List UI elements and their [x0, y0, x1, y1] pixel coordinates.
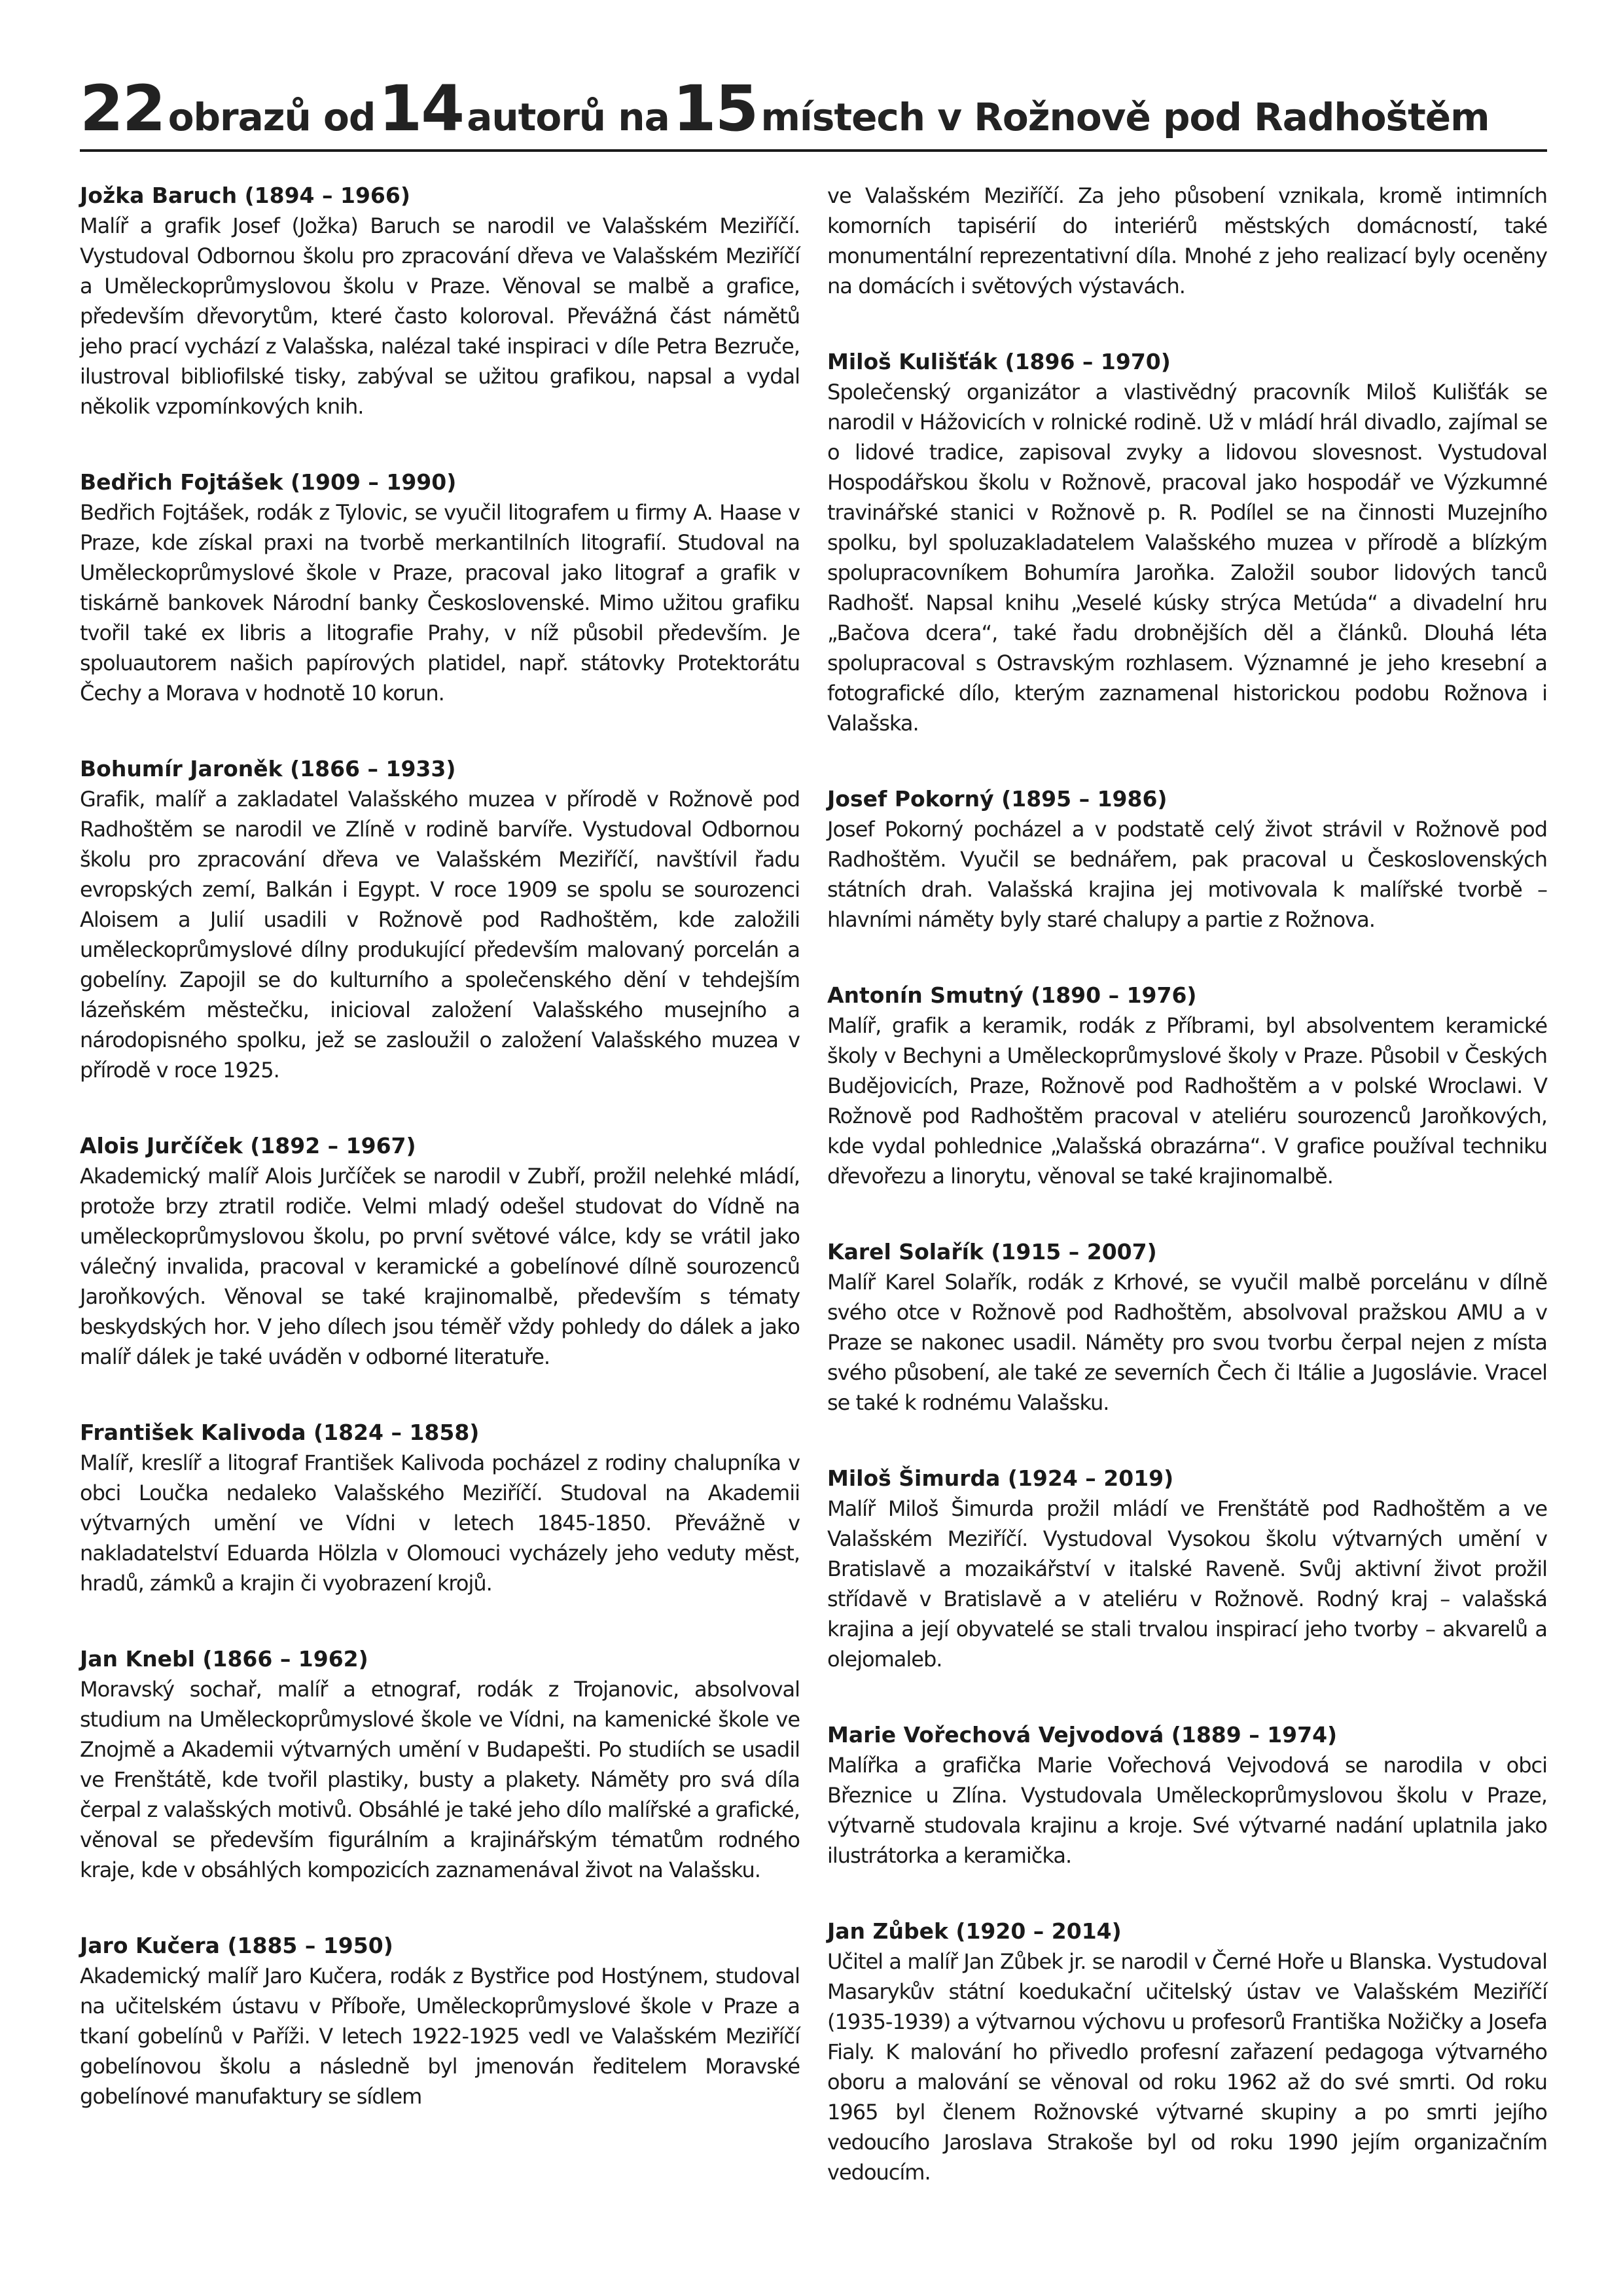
title-text-3: místech v Rožnově pod Radhoštěm	[760, 95, 1489, 139]
author-entry	[80, 1418, 800, 1598]
author-name: Jaro Kučera (1885 – 1950)	[80, 1933, 393, 1958]
author-bio: Malíř a grafik Josef (Jožka) Baruch se narodil ve Valašském Meziříčí. Vystudoval Odbornou školu pro zpracování dřeva ve Valašském Meziříčí a Uměleckoprůmyslovou školu v Praze. Věnoval se malbě a grafice, především dřevorytům, které často koloroval. Převážná část námětů jeho prací vychází z Valašska, nalézal také inspiraci v díle Petra Bezruče, ilustroval bibliofilské tisky, zabýval se užitou grafikou, napsal a vydal několik vzpomínkových knih.	[80, 213, 800, 419]
author-name: Jožka Baruch (1894 – 1966)	[80, 183, 410, 208]
author-bio: Bedřich Fojtášek, rodák z Tylovic, se vyučil litografem u firmy A. Haase v Praze, kde získal praxi na tvorbě merkantilních litografií. Studoval na Uměleckoprůmyslové škole v Praze, pracoval jako litograf a grafik v tiskárně bankovek Národní banky Československé. Mimo užitou grafiku tvořil také ex libris a litografie Prahy, v níž působil především. Je spoluautorem našich papírových platidel, např. státovky Protektorátu Čechy a Morava v hodnotě 10 korun.	[80, 500, 800, 706]
right-column	[827, 181, 1547, 2242]
author-name: Josef Pokorný (1895 – 1986)	[827, 786, 1168, 812]
author-bio: Učitel a malíř Jan Zůbek jr. se narodil v Černé Hoře u Blanska. Vystudoval Masarykův státní koedukační učitelský ústav ve Valašském Meziříčí (1935-1939) a výtvarnou výchovu u profesorů Františka Nožičky a Josefa Fialy. K malování ho přivedlo profesní zařazení pedagoga výtvarného oboru a malování se věnoval od roku 1962 až do své smrti. Od roku 1965 byl členem Rožnovské výtvarné skupiny a po smrti jejího vedoucího Jaroslava Strakoše byl od roku 1990 jejím organizačním vedoucím.	[827, 1949, 1547, 2185]
author-name: Miloš Kulišťák (1896 – 1970)	[827, 349, 1171, 374]
author-entry	[827, 980, 1547, 1191]
page-title	[80, 72, 1547, 152]
author-name: Jan Zůbek (1920 – 2014)	[827, 1918, 1122, 1944]
author-name: Marie Vořechová Vejvodová (1889 – 1974)	[827, 1722, 1338, 1748]
author-entry	[827, 1916, 1547, 2187]
count-images: 22	[80, 72, 165, 145]
left-column	[80, 181, 800, 2242]
author-name: Antonín Smutný (1890 – 1976)	[827, 982, 1197, 1008]
author-entry	[827, 347, 1547, 738]
author-entry	[80, 1131, 800, 1372]
author-entry	[80, 181, 800, 422]
author-entry	[827, 784, 1547, 935]
title-text-1: obrazů od	[168, 95, 376, 139]
author-name: Karel Solařík (1915 – 2007)	[827, 1239, 1157, 1265]
author-name: Alois Jurčíček (1892 – 1967)	[80, 1133, 416, 1158]
author-name: Bohumír Jaroněk (1866 – 1933)	[80, 756, 456, 781]
author-name: Miloš Šimurda (1924 – 2019)	[827, 1465, 1174, 1491]
author-bio: Společenský organizátor a vlastivědný pracovník Miloš Kulišťák se narodil v Hážovicích v rolnické rodině. Už v mládí hrál divadlo, zajímal se o lidové tradice, zapisoval zvyky a lidovou slovesnost. Vystudoval Hospodářskou školu v Rožnově, pracoval jako hospodář ve Výzkumné travinářské stanici v Rožnově p. R. Podílel se na činnosti Muzejního spolku, byl spoluzakladatelem Valašského muzea v přírodě a blízkým spolupracovníkem Bohumíra Jaroňka. Založil soubor lidových tanců Radhošť. Napsal knihu „Veselé kúsky strýca Metúda“ a divadelní hru „Bačova dcera“, také řadu drobnějších děl a článků. Dlouhá léta spolupracoval s Ostravským rozhlasem. Významné je jeho kresební a fotografické dílo, kterým zaznamenal historickou podobu Rožnova i Valašska.	[827, 380, 1547, 736]
author-bio: Akademický malíř Jaro Kučera, rodák z Bystřice pod Hostýnem, studoval na učitelském ústavu v Příboře, Uměleckoprůmyslové škole v Praze a tkaní gobelínů v Paříži. V letech 1922-1925 vedl ve Valašském Meziříčí gobelínovou školu a následně byl jmenován ředitelem Moravské gobelínové manufaktury se sídlem	[80, 1964, 800, 2109]
author-bio-continuation	[827, 181, 1547, 301]
author-bio: Malíř Karel Solařík, rodák z Krhové, se vyučil malbě porcelánu v dílně svého otce v Rožnově pod Radhoštěm, absolvoval pražskou AMU a v Praze se nakonec usadil. Náměty pro svou tvorbu čerpal nejen z místa svého působení, ale také ze severních Čech či Itálie a Jugoslávie. Vracel se také k rodnému Valašsku.	[827, 1270, 1547, 1415]
author-entry	[80, 1931, 800, 2111]
count-places: 15	[672, 72, 758, 145]
author-bio: Malířka a grafička Marie Vořechová Vejvodová se narodila v obci Březnice u Zlína. Vystudovala Uměleckoprůmyslovou školu v Praze, výtvarně studovala krajinu a kroje. Své výtvarné nadání uplatnila jako ilustrátorka a keramička.	[827, 1753, 1547, 1868]
author-bio: Josef Pokorný pocházel a v podstatě celý život strávil v Rožnově pod Radhoštěm. Vyučil se bednářem, pak pracoval u Československých státních drah. Valašská krajina jej motivovala k malířské tvorbě – hlavními náměty byly staré chalupy a partie z Rožnova.	[827, 817, 1547, 932]
author-entry	[827, 1463, 1547, 1674]
author-name: Jan Knebl (1866 – 1962)	[80, 1646, 368, 1672]
author-bio: Malíř Miloš Šimurda prožil mládí ve Frenštátě pod Radhoštěm a ve Valašském Meziříčí. Vystudoval Vysokou školu výtvarných umění v Bratislavě a mozaikářství v italské Raveně. Svůj aktivní život prožil střídavě v Bratislavě a v ateliéru v Rožnově. Rodný kraj – valašská krajina a její obyvatelé se stali trvalou inspirací jeho tvorby – akvarelů a olejomaleb.	[827, 1496, 1547, 1672]
author-name: František Kalivoda (1824 – 1858)	[80, 1420, 480, 1445]
author-bio: Grafik, malíř a zakladatel Valašského muzea v přírodě v Rožnově pod Radhoštěm se narodil ve Zlíně v rodině barvíře. Vystudoval Odbornou školu pro zpracování dřeva ve Valašském Meziříčí, navštívil řadu evropských zemí, Balkán i Egypt. V roce 1909 se spolu se sourozenci Aloisem a Julií usadili v Rožnově pod Radhoštěm, kde založili uměleckoprůmyslové dílny produkující především malovaný porcelán a gobelíny. Zapojil se do kulturního a společenského dění v tehdejším lázeňském městečku, inicioval založení Valašského musejního a národopisného spolku, jež se zasloužil o založení Valašského muzea v přírodě v roce 1925.	[80, 787, 800, 1083]
author-columns	[80, 181, 1547, 2242]
author-bio: Akademický malíř Alois Jurčíček se narodil v Zubří, prožil nelehké mládí, protože brzy ztratil rodiče. Velmi mladý odešel studovat do Vídně na uměleckoprůmyslovou školu, po první světové válce, kdy se vrátil jako válečný invalida, pracoval v keramické a gobelínové dílně sourozenců Jaroňkových. Věnoval se také krajinomalbě, především s tématy beskydských hor. V jeho dílech jsou téměř vždy pohledy do dálek a jako malíř dálek je také uváděn v odborné literatuře.	[80, 1164, 800, 1369]
author-bio: ve Valašském Meziříčí. Za jeho působení vznikala, kromě intimních komorních tapisérií do interiérů městských domácností, také monumentální reprezentativní díla. Mnohé z jeho realizací byly oceněny na domácích i světových výstavách.	[827, 183, 1547, 298]
author-bio: Malíř, grafik a keramik, rodák z Příbrami, byl absolventem keramické školy v Bechyni a Uměleckoprůmyslové školy v Praze. Působil v Českých Budějovicích, Praze, Rožnově pod Radhoštěm a v polské Wroclawi. V Rožnově pod Radhoštěm pracoval v ateliéru sourozenců Jaroňkových, kde vydal pohlednice „Valašská obrazárna“. V grafice používal techniku dřevořezu a linorytu, věnoval se také krajinomalbě.	[827, 1013, 1547, 1189]
author-entry	[80, 1644, 800, 1885]
author-entry	[827, 1237, 1547, 1418]
author-name: Bedřich Fojtášek (1909 – 1990)	[80, 469, 457, 495]
author-bio: Malíř, kreslíř a litograf František Kalivoda pocházel z rodiny chalupníka v obci Loučka nedaleko Valašského Meziříčí. Studoval na Akademii výtvarných umění ve Vídni v letech 1845-1850. Převážně v nakladatelství Eduarda Hölzla v Olomouci vycházely jeho veduty měst, hradů, zámků a krajin či vyobrazení krojů.	[80, 1450, 800, 1596]
author-entry	[80, 754, 800, 1085]
author-bio: Moravský sochař, malíř a etnograf, rodák z Trojanovic, absolvoval studium na Uměleckoprůmyslové škole ve Vídni, na kamenické škole ve Znojmě a Akademii výtvarných umění v Budapešti. Po studiích se usadil ve Frenštátě, kde tvořil plastiky, busty a plakety. Náměty pro svá díla čerpal z valašských motivů. Obsáhlé je také jeho dílo malířské a grafické, věnoval se především figurálním a krajinářským tématům rodného kraje, kde v obsáhlých kompozicích zaznamenával život na Valašsku.	[80, 1677, 800, 1882]
author-entry	[827, 1720, 1547, 1871]
count-authors: 14	[378, 72, 464, 145]
title-text-2: autorů na	[467, 95, 669, 139]
author-entry	[80, 467, 800, 708]
